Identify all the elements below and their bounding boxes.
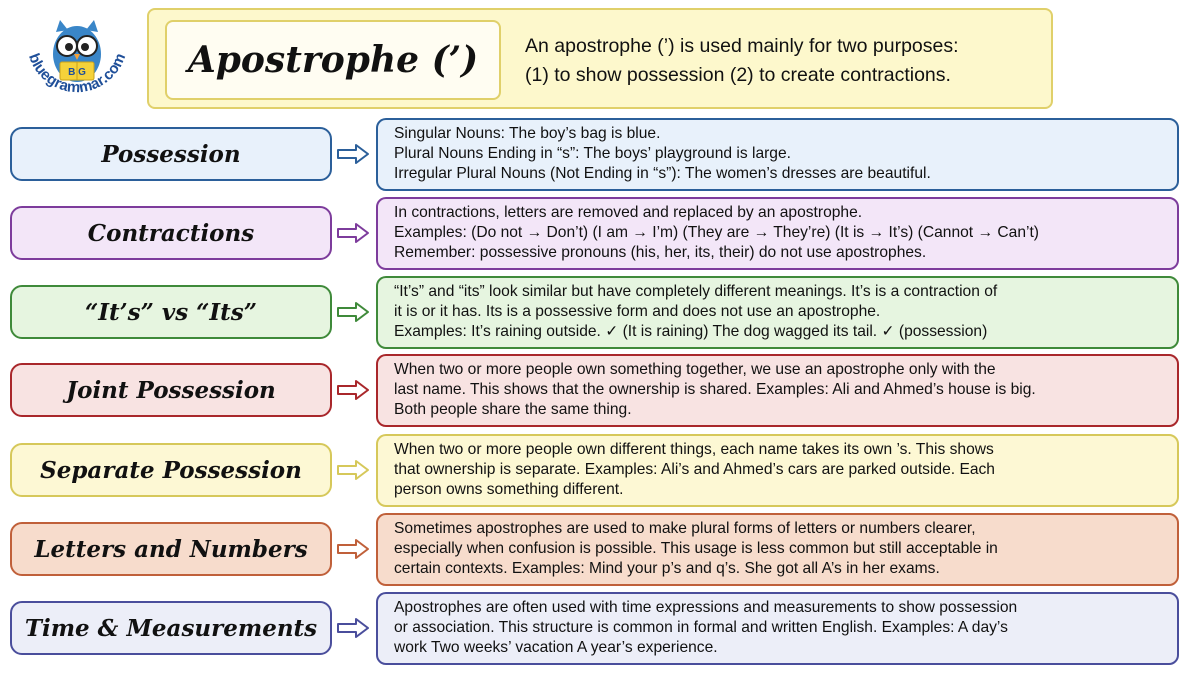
- description-line: it is or it has. Its is a possessive form and does not use an apostrophe.: [394, 303, 881, 320]
- arrow-right-icon: [336, 459, 370, 481]
- header-description-line: (1) to show possession (2) to create contractions.: [525, 64, 951, 86]
- description-line: person owns something different.: [394, 481, 624, 498]
- description-contractions: [376, 197, 1179, 270]
- description-line: last name. This shows that the ownership is shared. Examples: Ali and Ahmed’s house is big.: [394, 381, 1036, 398]
- description-line: Irregular Plural Nouns (Not Ending in “s”): The women’s dresses are beautiful.: [394, 165, 931, 182]
- arrow-right-icon: [336, 222, 370, 244]
- header-description: [525, 32, 1045, 90]
- description-line: Sometimes apostrophes are used to make plural forms of letters or numbers clearer,: [394, 520, 976, 537]
- description-line: Singular Nouns: The boy’s bag is blue.: [394, 125, 661, 142]
- description-line: Apostrophes are often used with time expressions and measurements to show possession: [394, 599, 1018, 616]
- description-joint-possession: [376, 354, 1179, 427]
- description-line: Plural Nouns Ending in “s”: The boys’ playground is large.: [394, 145, 791, 162]
- label-separate-possession: [10, 443, 332, 497]
- title-box: [165, 20, 501, 100]
- label-text: Time & Measurements: [24, 614, 318, 642]
- arrow-right-icon: [336, 143, 370, 165]
- arrow-right-icon: [336, 538, 370, 560]
- description-separate-possession: [376, 434, 1179, 507]
- description-possession: [376, 118, 1179, 191]
- description-line: Both people share the same thing.: [394, 401, 632, 418]
- description-line: “It’s” and “its” look similar but have completely different meanings. It’s is a contraction of: [394, 283, 998, 300]
- label-letters-and-numbers: [10, 522, 332, 576]
- label-contractions: [10, 206, 332, 260]
- description-line: certain contexts. Examples: Mind your p’s and q’s. She got all A’s in her exams.: [394, 560, 940, 577]
- description-letters-and-numbers: [376, 513, 1179, 586]
- arrow-right-icon: [336, 301, 370, 323]
- arrow-right-icon: [336, 379, 370, 401]
- arrow-right-icon: [336, 617, 370, 639]
- description-line: or association. This structure is common in formal and written English. Examples: A day’s: [394, 619, 1008, 636]
- label-text: Joint Possession: [66, 376, 276, 404]
- label-text: Contractions: [87, 219, 255, 247]
- bluegrammar-logo: [18, 12, 136, 112]
- header-description-line: An apostrophe (’) is used mainly for two purposes:: [525, 35, 959, 57]
- logo-badge-text: B G: [68, 67, 86, 78]
- description-line: that ownership is separate. Examples: Ali’s and Ahmed’s cars are parked outside. Each: [394, 461, 995, 478]
- description-line: work Two weeks’ vacation A year’s experience.: [394, 639, 718, 656]
- description-line: When two or more people own something together, we use an apostrophe only with the: [394, 361, 996, 378]
- description-its-vs-its: [376, 276, 1179, 349]
- label-possession: [10, 127, 332, 181]
- description-line: Examples: (Do not → Don’t) (I am → I’m) (They are → They’re) (It is → It’s) (Cannot → Can’t): [394, 224, 1039, 241]
- header-panel: [147, 8, 1053, 109]
- label-joint-possession: [10, 363, 332, 417]
- description-line: Remember: possessive pronouns (his, her, its, their) do not use apostrophes.: [394, 244, 927, 261]
- label-text: “It’s” vs “Its”: [85, 298, 257, 326]
- description-time-and-measurements: [376, 592, 1179, 665]
- description-line: especially when confusion is possible. This usage is less common but still acceptable in: [394, 540, 998, 557]
- description-line: In contractions, letters are removed and replaced by an apostrophe.: [394, 204, 863, 221]
- logo-text: bluegrammar.com: [24, 50, 130, 97]
- label-text: Letters and Numbers: [34, 535, 308, 563]
- page-title: Apostrophe (’): [187, 39, 479, 81]
- label-its-vs-its: [10, 285, 332, 339]
- label-text: Separate Possession: [40, 456, 302, 484]
- label-text: Possession: [101, 140, 241, 168]
- label-time-and-measurements: [10, 601, 332, 655]
- description-line: When two or more people own different things, each name takes its own ’s. This shows: [394, 441, 994, 458]
- description-line: Examples: It’s raining outside. ✓ (It is raining) The dog wagged its tail. ✓ (possession): [394, 323, 988, 340]
